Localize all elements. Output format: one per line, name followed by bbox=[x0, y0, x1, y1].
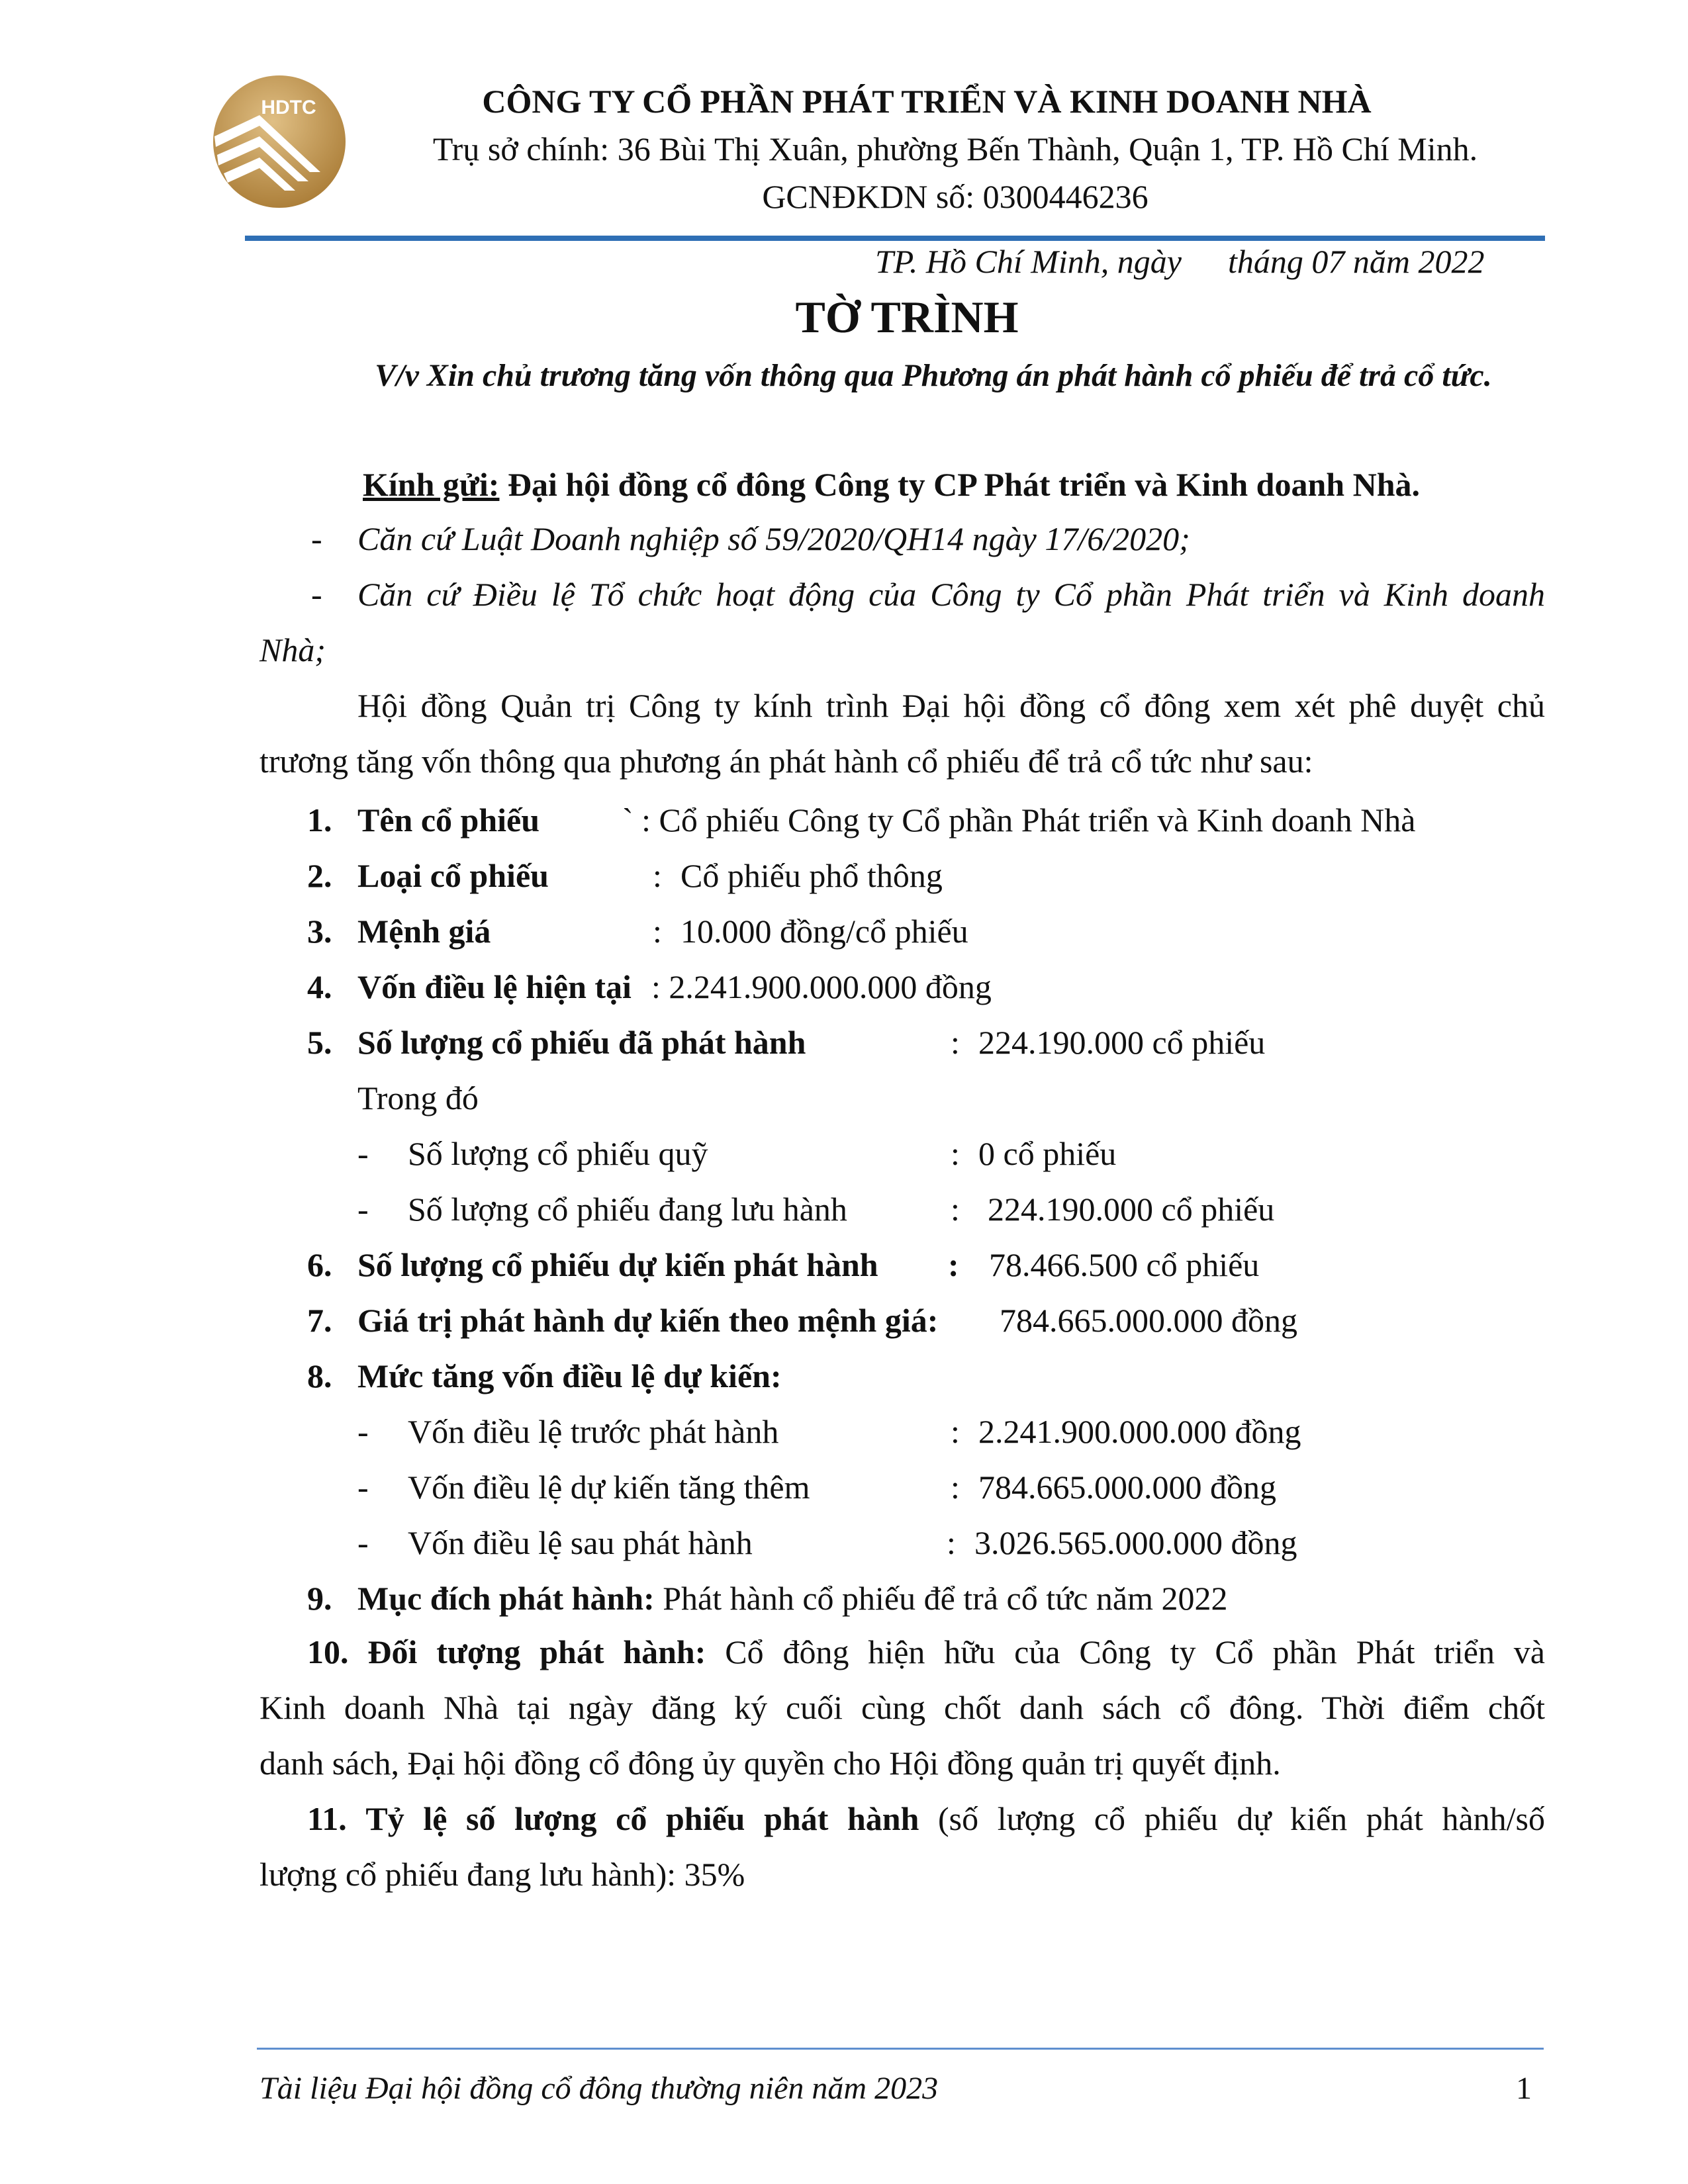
item-8-label: Mức tăng vốn điều lệ dự kiến: bbox=[357, 1357, 782, 1394]
item-1-label: Tên cổ phiếu bbox=[357, 801, 540, 839]
item-8-sub-2-label: Vốn điều lệ dự kiến tăng thêm bbox=[408, 1469, 810, 1506]
item-9-number: 9. bbox=[307, 1580, 332, 1617]
recipient-label: Kính gửi: bbox=[363, 466, 500, 503]
intro-line2: trương tăng vốn thông qua phương án phát hành cổ phiếu để trả cổ tức như sau: bbox=[259, 743, 1313, 780]
item-4-number: 4. bbox=[307, 968, 332, 1005]
item-5-sub-2-value: 224.190.000 cổ phiếu bbox=[988, 1191, 1275, 1228]
item-5-colon: : bbox=[951, 1024, 960, 1061]
item-8-sub-3-value: 3.026.565.000.000 đồng bbox=[974, 1524, 1297, 1561]
item-11-number: 11. bbox=[307, 1800, 347, 1837]
intro-line1: Hội đồng Quản trị Công ty kính trình Đại hội đồng cổ đông xem xét phê duyệt chủ bbox=[357, 687, 1545, 724]
recipient-line bbox=[363, 457, 1420, 512]
item-10-line2: Kinh doanh Nhà tại ngày đăng ký cuối cùng chốt danh sách cổ đông. Thời điểm chốt bbox=[259, 1689, 1545, 1726]
item-8-number: 8. bbox=[307, 1357, 332, 1394]
item-10-line1 bbox=[307, 1624, 1545, 1680]
item-6-number: 6. bbox=[307, 1246, 332, 1283]
item-4-label: Vốn điều lệ hiện tại bbox=[357, 968, 632, 1005]
item-2-label: Loại cổ phiếu bbox=[357, 857, 549, 894]
item-8-sub-2-colon: : bbox=[951, 1469, 960, 1506]
page-number: 1 bbox=[1516, 2071, 1532, 2106]
item-10-label: Đối tượng phát hành: bbox=[367, 1633, 706, 1670]
basis-2-line2: Nhà; bbox=[259, 631, 326, 668]
item-6-colon: : bbox=[948, 1246, 959, 1283]
item-8-sub-1-label: Vốn điều lệ trước phát hành bbox=[408, 1413, 779, 1450]
basis-1: Căn cứ Luật Doanh nghiệp số 59/2020/QH14 ngày 17/6/2020; bbox=[357, 520, 1190, 557]
item-5-sub-2-label: Số lượng cổ phiếu đang lưu hành bbox=[408, 1191, 847, 1228]
item-11-value-start: (số lượng cổ phiếu dự kiến phát hành/số bbox=[919, 1800, 1546, 1837]
item-8-sub-3-colon: : bbox=[947, 1524, 956, 1561]
item-5-number: 5. bbox=[307, 1024, 332, 1061]
item-11-line1 bbox=[307, 1791, 1545, 1846]
item-2-colon: : bbox=[653, 857, 662, 894]
footer-divider bbox=[257, 2048, 1544, 2050]
company-address: Trụ sở chính: 36 Bùi Thị Xuân, phường Bến Thành, Quận 1, TP. Hồ Chí Minh. bbox=[432, 130, 1478, 167]
item-7-label: Giá trị phát hành dự kiến theo mệnh giá: bbox=[357, 1302, 939, 1339]
item-3-label: Mệnh giá bbox=[357, 913, 491, 950]
company-name: CÔNG TY CỔ PHẦN PHÁT TRIỂN VÀ KINH DOANH NHÀ bbox=[482, 83, 1372, 120]
dateline-date: tháng 07 năm 2022 bbox=[1228, 243, 1485, 280]
document-title: TỜ TRÌNH bbox=[795, 292, 1019, 342]
item-9-label: Mục đích phát hành: bbox=[357, 1580, 655, 1617]
item-7-value: 784.665.000.000 đồng bbox=[1000, 1302, 1297, 1339]
item-8-sub-1-value: 2.241.900.000.000 đồng bbox=[978, 1413, 1301, 1450]
footer-text: Tài liệu Đại hội đồng cổ đông thường niên năm 2023 bbox=[259, 2071, 939, 2106]
item-5-sub-1-label: Số lượng cổ phiếu quỹ bbox=[408, 1135, 708, 1172]
item-5-sub-2-dash: - bbox=[357, 1191, 369, 1228]
header-divider bbox=[245, 236, 1545, 241]
item-6-value: 78.466.500 cổ phiếu bbox=[989, 1246, 1260, 1283]
dateline-place: TP. Hồ Chí Minh, ngày bbox=[875, 243, 1182, 280]
item-9-line bbox=[357, 1579, 1227, 1617]
item-8-sub-2-value: 784.665.000.000 đồng bbox=[978, 1469, 1276, 1506]
item-10-value-start: Cổ đông hiện hữu của Công ty Cổ phần Phát triển và bbox=[706, 1633, 1546, 1670]
item-6-label: Số lượng cổ phiếu dự kiến phát hành bbox=[357, 1246, 878, 1283]
item-5-subheading: Trong đó bbox=[357, 1079, 479, 1116]
document-subject: V/v Xin chủ trương tăng vốn thông qua Phương án phát hành cổ phiếu để trả cổ tức. bbox=[375, 358, 1492, 393]
registration-number: GCNĐKDN số: 0300446236 bbox=[762, 178, 1149, 215]
basis-dash-2: - bbox=[311, 576, 322, 613]
item-5-sub-2-colon: : bbox=[951, 1191, 960, 1228]
recipient-text: Đại hội đồng cổ đông Công ty CP Phát triển và Kinh doanh Nhà. bbox=[499, 466, 1421, 503]
item-2-value: Cổ phiếu phổ thông bbox=[680, 857, 943, 894]
item-5-value: 224.190.000 cổ phiếu bbox=[978, 1024, 1266, 1061]
item-3-number: 3. bbox=[307, 913, 332, 950]
dateline bbox=[875, 242, 1485, 281]
item-8-sub-2-dash: - bbox=[357, 1469, 369, 1506]
item-3-value: 10.000 đồng/cổ phiếu bbox=[680, 913, 968, 950]
item-5-label: Số lượng cổ phiếu đã phát hành bbox=[357, 1024, 806, 1061]
item-9-value: Phát hành cổ phiếu để trả cổ tức năm 2022 bbox=[654, 1580, 1228, 1617]
item-2-number: 2. bbox=[307, 857, 332, 894]
basis-dash-1: - bbox=[311, 520, 322, 557]
item-11-line2: lượng cổ phiếu đang lưu hành): 35% bbox=[259, 1856, 745, 1893]
item-7-number: 7. bbox=[307, 1302, 332, 1339]
item-3-colon: : bbox=[653, 913, 662, 950]
item-5-sub-1-dash: - bbox=[357, 1135, 369, 1172]
item-10-number: 10. bbox=[307, 1633, 349, 1670]
item-8-sub-3-dash: - bbox=[357, 1524, 369, 1561]
item-8-sub-3-label: Vốn điều lệ sau phát hành bbox=[408, 1524, 753, 1561]
item-1-value: ` : Cổ phiếu Công ty Cổ phần Phát triển và Kinh doanh Nhà bbox=[622, 801, 1416, 839]
item-4-value: : 2.241.900.000.000 đồng bbox=[651, 968, 992, 1005]
item-8-sub-1-dash: - bbox=[357, 1413, 369, 1450]
item-5-sub-1-colon: : bbox=[951, 1135, 960, 1172]
basis-2-line1: Căn cứ Điều lệ Tổ chức hoạt động của Công ty Cổ phần Phát triển và Kinh doanh bbox=[357, 576, 1545, 613]
item-11-label: Tỷ lệ số lượng cổ phiếu phát hành bbox=[365, 1800, 919, 1837]
item-5-sub-1-value: 0 cổ phiếu bbox=[978, 1135, 1117, 1172]
logo-text: HDTC bbox=[261, 97, 316, 118]
item-1-number: 1. bbox=[307, 801, 332, 839]
item-8-sub-1-colon: : bbox=[951, 1413, 960, 1450]
item-10-line3: danh sách, Đại hội đồng cổ đông ủy quyền cho Hội đồng quản trị quyết định. bbox=[259, 1745, 1281, 1782]
